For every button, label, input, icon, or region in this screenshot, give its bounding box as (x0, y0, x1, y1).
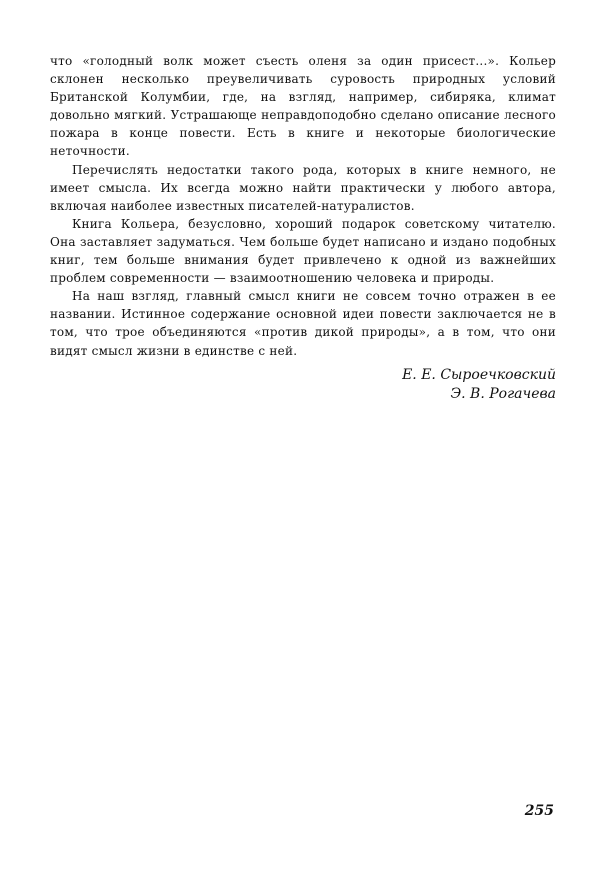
author-name-1: Е. Е. Сыроечковский (402, 366, 556, 383)
paragraph-3: Книга Кольера, безусловно, хороший подарок советскому читателю. Она заставляет задуматься. Чем больше будет написано и издано подобных книг, тем больше внимания будет привлечено к одной из важнейших проблем современности — взаимоотношению человека и природы. (50, 216, 556, 286)
paragraph-1: что «голодный волк может съесть оленя за один присест...». Кольер склонен несколько преувеличивать суровость природных условий Британской Колумбии, где, на взгляд, например, сибиряка, климат довольно мягкий. Устрашающе неправдоподобно сделано описание лесного пожара в конце повести. Есть в книге и некоторые биологические неточности. (50, 54, 556, 159)
paragraph-2: Перечислять недостатки такого рода, которых в книге немного, не имеет смысла. Их всегда можно найти практически у любого автора, включая наиболее известных писателей-натуралистов. (50, 162, 556, 213)
author-name-2: Э. В. Рогачева (450, 385, 556, 402)
document-page (50, 52, 556, 404)
paragraph-4: На наш взгляд, главный смысл книги не совсем точно отражен в ее названии. Истинное содержание основной идеи повести заключается не в том, что трое объединяются «против дикой природы», а в том, что они видят смысл жизни в единстве с ней. (50, 289, 556, 358)
author-signature (50, 366, 556, 404)
page-number: 255 (524, 803, 554, 819)
